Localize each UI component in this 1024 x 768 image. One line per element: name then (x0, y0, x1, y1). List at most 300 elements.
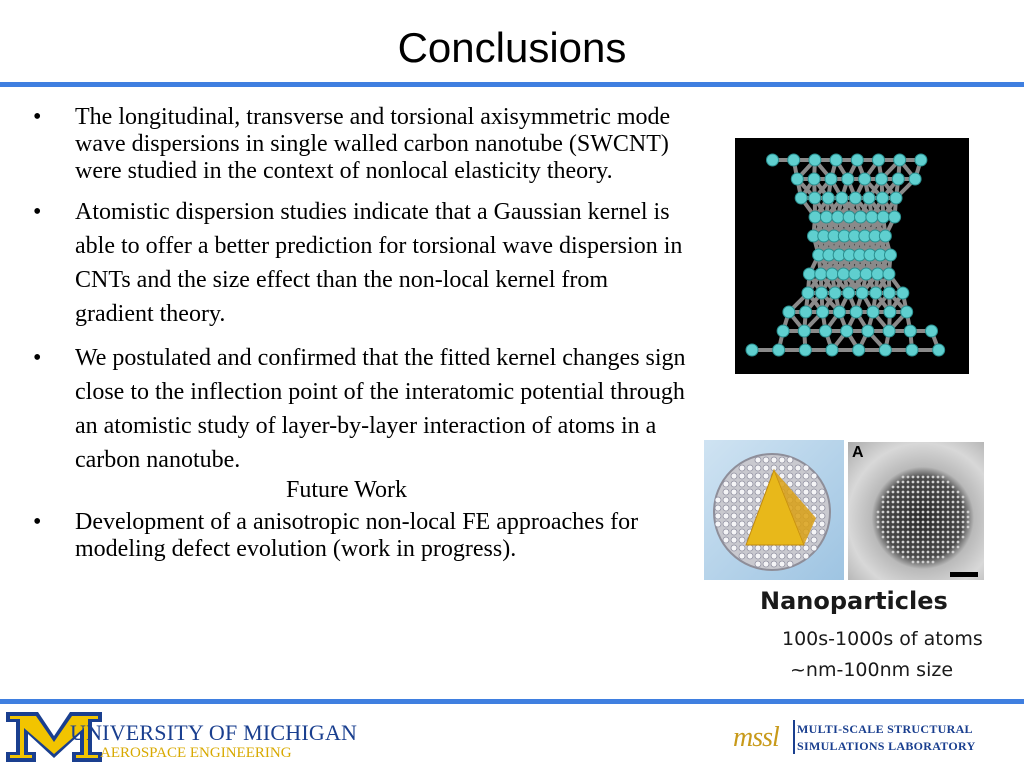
atom (829, 287, 841, 299)
lattice-dot (927, 551, 930, 554)
nanoparticles-size-caption: ~nm-100nm size (790, 659, 954, 681)
particle-atom (771, 561, 777, 567)
lattice-dot (912, 521, 915, 524)
nanoparticles-atoms-caption: 100s-1000s of atoms (782, 628, 983, 650)
lattice-dot (902, 546, 905, 549)
atom (889, 211, 901, 223)
lattice-dot (927, 516, 930, 519)
lattice-dot (892, 501, 895, 504)
particle-atom (763, 457, 769, 463)
particle-atom (731, 521, 737, 527)
lattice-dot (927, 531, 930, 534)
lattice-dot (922, 506, 925, 509)
particle-atom (739, 545, 745, 551)
lattice-dot (932, 536, 935, 539)
atom (766, 154, 778, 166)
particle-atom (819, 489, 825, 495)
lattice-dot (917, 511, 920, 514)
atom (819, 325, 831, 337)
lattice-dot (942, 541, 945, 544)
atom (836, 192, 848, 204)
lattice-dot (907, 551, 910, 554)
lattice-dot (947, 506, 950, 509)
atom (860, 268, 872, 280)
atom (746, 344, 758, 356)
lattice-dot (962, 501, 965, 504)
lattice-dot (942, 521, 945, 524)
particle-atom (747, 473, 753, 479)
particle-atom (795, 473, 801, 479)
lattice-dot (937, 511, 940, 514)
lattice-dot (917, 521, 920, 524)
lattice-dot (892, 541, 895, 544)
lattice-dot (942, 551, 945, 554)
particle-atom (763, 553, 769, 559)
lattice-dot (927, 496, 930, 499)
lattice-dot (952, 541, 955, 544)
bullet-text: Atomistic dispersion studies indicate that a Gaussian kernel is able to offer a better prediction for torsional wave dispersion in CNTs and the size effect than the non-local kernel from gradient theory. (75, 199, 683, 327)
atom (825, 173, 837, 185)
particle-atom (779, 457, 785, 463)
top-divider (0, 82, 1024, 87)
bullet-text: We postulated and confirmed that the fitted kernel changes sign close to the inflection point of the interatomic potential through an atomistic study of layer-by-layer interaction of atoms in a carbon nanotube. (75, 345, 686, 473)
particle-atom (723, 505, 729, 511)
particle-atom (803, 545, 809, 551)
particle-atom (771, 457, 777, 463)
lattice-dot (892, 546, 895, 549)
lattice-dot (952, 496, 955, 499)
particle-atom (787, 561, 793, 567)
atom (843, 211, 855, 223)
particle-atom (715, 505, 721, 511)
particle-atom (811, 481, 817, 487)
particle-atom (739, 553, 745, 559)
lattice-dot (937, 516, 940, 519)
lattice-dot (937, 521, 940, 524)
lattice-dot (902, 531, 905, 534)
lattice-dot (932, 506, 935, 509)
lattice-dot (882, 516, 885, 519)
particle-atom (795, 481, 801, 487)
particle-atom (723, 489, 729, 495)
lattice-dot (927, 491, 930, 494)
particle-atom (739, 513, 745, 519)
bullet-marker: • (33, 509, 42, 535)
lattice-dot (922, 546, 925, 549)
lab-name-line2: SIMULATIONS LABORATORY (797, 739, 976, 753)
lattice-dot (927, 536, 930, 539)
lattice-dot (902, 541, 905, 544)
lattice-dot (907, 486, 910, 489)
particle-atom (731, 489, 737, 495)
atom (894, 154, 906, 166)
lattice-dot (917, 526, 920, 529)
lattice-dot (937, 541, 940, 544)
lattice-dot (937, 506, 940, 509)
lattice-dot (892, 551, 895, 554)
lattice-dot (912, 486, 915, 489)
lattice-dot (887, 506, 890, 509)
atom (904, 325, 916, 337)
lattice-dot (942, 556, 945, 559)
lattice-dot (957, 501, 960, 504)
lattice-dot (937, 526, 940, 529)
lattice-dot (902, 501, 905, 504)
lattice-dot (947, 501, 950, 504)
atom (849, 268, 861, 280)
lattice-dot (942, 496, 945, 499)
lattice-dot (952, 521, 955, 524)
particle-atom (731, 545, 737, 551)
particle-atom (795, 489, 801, 495)
lattice-dot (902, 556, 905, 559)
lattice-dot (932, 476, 935, 479)
lattice-dot (947, 551, 950, 554)
lattice-dot (907, 531, 910, 534)
lattice-dot (962, 531, 965, 534)
lattice-dot (887, 546, 890, 549)
particle-atom (731, 473, 737, 479)
lattice-dot (942, 511, 945, 514)
bullet-item (30, 104, 690, 185)
particle-atom (763, 545, 769, 551)
lattice-dot (917, 496, 920, 499)
atom (830, 154, 842, 166)
lattice-dot (912, 491, 915, 494)
lattice-dot (897, 481, 900, 484)
lattice-dot (927, 486, 930, 489)
lattice-dot (902, 516, 905, 519)
particle-atom (819, 497, 825, 503)
lattice-dot (947, 511, 950, 514)
nanotube-image (735, 138, 969, 374)
atom (809, 154, 821, 166)
lattice-dot (902, 476, 905, 479)
atom (883, 268, 895, 280)
atom (820, 211, 832, 223)
lattice-dot (897, 526, 900, 529)
particle-atom (739, 465, 745, 471)
lattice-dot (922, 541, 925, 544)
lattice-dot (882, 511, 885, 514)
lattice-dot (912, 551, 915, 554)
particle-atom (811, 473, 817, 479)
atom (783, 306, 795, 318)
bullet-list (30, 104, 690, 573)
lattice-dot (947, 541, 950, 544)
particle-atom (755, 545, 761, 551)
particle-atom (803, 465, 809, 471)
lattice-dot (902, 511, 905, 514)
lattice-dot (907, 496, 910, 499)
lattice-dot (922, 496, 925, 499)
atom (803, 268, 815, 280)
atom (795, 192, 807, 204)
lattice-dot (922, 526, 925, 529)
lattice-dot (952, 536, 955, 539)
lattice-dot (922, 556, 925, 559)
atom (849, 192, 861, 204)
particle-atom (731, 505, 737, 511)
lattice-dot (932, 531, 935, 534)
particle-atom (811, 545, 817, 551)
particle-atom (723, 513, 729, 519)
lattice-dot (962, 521, 965, 524)
lattice-dot (907, 521, 910, 524)
lattice-dot (917, 561, 920, 564)
atom (933, 344, 945, 356)
particle-atom (723, 497, 729, 503)
particle-atom (803, 497, 809, 503)
lattice-dot (897, 531, 900, 534)
lattice-dot (932, 486, 935, 489)
atom (856, 287, 868, 299)
lattice-dot (937, 496, 940, 499)
particle-atom (787, 457, 793, 463)
lattice-dot (942, 506, 945, 509)
lattice-dot (897, 536, 900, 539)
lattice-dot (912, 531, 915, 534)
lattice-dot (957, 531, 960, 534)
particle-atom (739, 505, 745, 511)
lattice-dot (937, 556, 940, 559)
lattice-dot (952, 491, 955, 494)
lattice-dot (932, 516, 935, 519)
department-name: AEROSPACE ENGINEERING (100, 745, 292, 761)
lattice-dot (912, 536, 915, 539)
lattice-dot (932, 521, 935, 524)
lattice-dot (957, 521, 960, 524)
lattice-dot (922, 531, 925, 534)
lattice-dot (917, 506, 920, 509)
lattice-dot (947, 546, 950, 549)
lattice-dot (882, 531, 885, 534)
particle-atom (819, 521, 825, 527)
bullet-marker: • (33, 199, 42, 225)
university-name: UNIVERSITY OF MICHIGAN (70, 720, 358, 745)
lattice-dot (967, 516, 970, 519)
bullet-item (30, 509, 690, 563)
lattice-dot (907, 501, 910, 504)
lattice-dot (947, 486, 950, 489)
atom (832, 211, 844, 223)
lattice-dot (932, 511, 935, 514)
lattice-dot (937, 476, 940, 479)
particle-atom (819, 529, 825, 535)
lattice-dot (892, 516, 895, 519)
particle-atom (763, 473, 769, 479)
particle-atom (731, 529, 737, 535)
particle-atom (795, 553, 801, 559)
lattice-dot (887, 496, 890, 499)
particle-atom (755, 561, 761, 567)
bullet-text: The longitudinal, transverse and torsional axisymmetric mode wave dispersions in single walled carbon nanotube (SWCNT) were studied in the context of nonlocal elasticity theory. (75, 104, 671, 184)
particle-atom (787, 465, 793, 471)
atom (809, 211, 821, 223)
lattice-dot (917, 536, 920, 539)
lattice-dot (922, 521, 925, 524)
lattice-dot (917, 546, 920, 549)
future-work-heading: Future Work (286, 477, 407, 503)
lattice-dot (942, 516, 945, 519)
particle-atom (787, 545, 793, 551)
atom (843, 287, 855, 299)
particle-atom (779, 545, 785, 551)
atom (798, 325, 810, 337)
atom (862, 325, 874, 337)
particle-atom (763, 561, 769, 567)
lattice-dot (947, 521, 950, 524)
nanoparticle-model-illustration (704, 440, 844, 580)
lattice-dot (952, 531, 955, 534)
lattice-dot (957, 526, 960, 529)
lattice-dot (917, 486, 920, 489)
lattice-dot (947, 526, 950, 529)
atom (802, 287, 814, 299)
bullet-marker: • (33, 104, 42, 130)
atom (816, 287, 828, 299)
lattice-dot (942, 531, 945, 534)
lattice-dot (957, 541, 960, 544)
atom (872, 268, 884, 280)
bullet-item (30, 195, 690, 331)
particle-atom (779, 561, 785, 567)
lattice-dot (962, 526, 965, 529)
lattice-dot (897, 486, 900, 489)
particle-atom (747, 505, 753, 511)
atom (800, 306, 812, 318)
particle-atom (723, 537, 729, 543)
atom (885, 249, 897, 261)
particle-atom (747, 481, 753, 487)
nanoparticle-model-image (704, 440, 844, 580)
lattice-dot (887, 536, 890, 539)
lattice-dot (922, 486, 925, 489)
lattice-dot (942, 536, 945, 539)
lattice-dot (912, 476, 915, 479)
lattice-dot (917, 551, 920, 554)
particle-atom (715, 497, 721, 503)
lattice-dot (962, 506, 965, 509)
particle-atom (803, 473, 809, 479)
lattice-dot (892, 521, 895, 524)
particle-atom (803, 489, 809, 495)
particle-atom (811, 537, 817, 543)
atom (777, 325, 789, 337)
particle-atom (803, 553, 809, 559)
lattice-dot (917, 481, 920, 484)
lattice-dot (952, 501, 955, 504)
lattice-dot (927, 521, 930, 524)
lattice-dot (912, 541, 915, 544)
slide-title: Conclusions (397, 24, 627, 71)
lattice-dot (922, 501, 925, 504)
particle-atom (811, 489, 817, 495)
nanoparticles-caption: Nanoparticles (760, 587, 948, 615)
atom (906, 344, 918, 356)
lattice-dot (937, 536, 940, 539)
particle-atom (739, 521, 745, 527)
lattice-dot (897, 496, 900, 499)
particle-atom (747, 545, 753, 551)
particle-atom (755, 553, 761, 559)
lattice-dot (922, 516, 925, 519)
lattice-dot (887, 531, 890, 534)
lattice-dot (927, 501, 930, 504)
lattice-dot (957, 511, 960, 514)
tem-lattice-pattern (848, 442, 984, 580)
lattice-dot (912, 561, 915, 564)
lattice-dot (947, 531, 950, 534)
atom (808, 173, 820, 185)
lattice-dot (897, 546, 900, 549)
lattice-dot (957, 496, 960, 499)
atom (809, 192, 821, 204)
lattice-dot (882, 521, 885, 524)
particle-atom (747, 489, 753, 495)
lattice-dot (917, 476, 920, 479)
bullet-item (30, 341, 690, 477)
particle-atom (723, 481, 729, 487)
lattice-dot (952, 486, 955, 489)
particle-atom (747, 553, 753, 559)
lattice-dot (957, 546, 960, 549)
atom (850, 306, 862, 318)
lattice-dot (892, 531, 895, 534)
lattice-dot (902, 496, 905, 499)
lattice-dot (947, 496, 950, 499)
lattice-dot (902, 506, 905, 509)
lattice-dot (917, 556, 920, 559)
lattice-dot (887, 541, 890, 544)
scale-bar (950, 572, 978, 577)
atom (877, 211, 889, 223)
lattice-dot (922, 511, 925, 514)
lattice-dot (882, 526, 885, 529)
bottom-divider (0, 699, 1024, 704)
lattice-dot (932, 496, 935, 499)
lattice-dot (892, 491, 895, 494)
bullet-marker: • (33, 345, 42, 371)
lattice-dot (932, 481, 935, 484)
particle-atom (819, 505, 825, 511)
particle-atom (747, 521, 753, 527)
particle-atom (795, 465, 801, 471)
lattice-dot (882, 506, 885, 509)
lattice-dot (897, 506, 900, 509)
lattice-dot (917, 541, 920, 544)
lattice-dot (892, 526, 895, 529)
atom (863, 192, 875, 204)
lattice-dot (907, 506, 910, 509)
particle-atom (819, 513, 825, 519)
particle-atom (755, 473, 761, 479)
lattice-dot (932, 491, 935, 494)
lattice-dot (897, 541, 900, 544)
particle-atom (763, 465, 769, 471)
particle-atom (715, 521, 721, 527)
lattice-dot (932, 541, 935, 544)
atom (879, 230, 891, 242)
atom (926, 325, 938, 337)
lattice-dot (907, 491, 910, 494)
particle-atom (755, 465, 761, 471)
atom (897, 287, 909, 299)
particle-atom (731, 537, 737, 543)
particle-atom (803, 481, 809, 487)
atom (833, 306, 845, 318)
particle-atom (755, 489, 761, 495)
